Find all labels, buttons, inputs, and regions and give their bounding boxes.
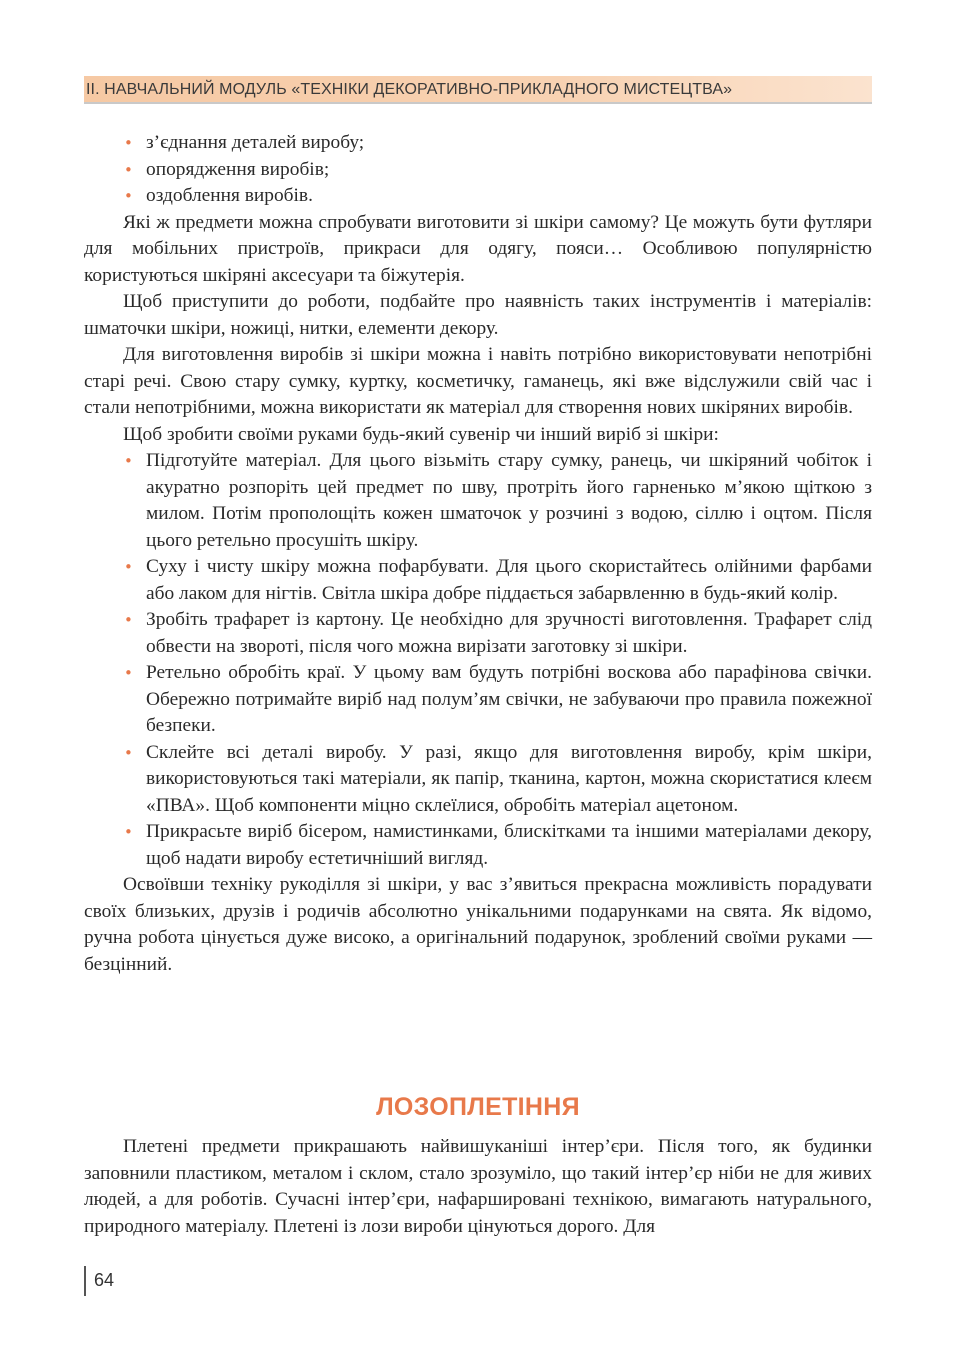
list-item: • оздоблення виробів. xyxy=(84,183,872,210)
paragraph: Для виготовлення виробів зі шкіри можна і навіть потрібно використовувати непотрібні старі речі. Свою стару сумку, куртку, косметичку, гаманець, які вже відслужили свій час і стали непотрібними, можна використати як матеріал для створення нових шкіряних виробів. xyxy=(84,344,872,418)
paragraph: Щоб приступити до роботи, подбайте про наявність таких інструментів і матеріалів: шматочки шкіри, ножиці, нитки, елементи декору. xyxy=(84,291,872,339)
list-item: • Ретельно обробіть краї. У цьому вам будуть потрібні воскова або парафінова свічки. Обережно потримайте виріб над полум’ям свічки, не забуваючи про правила пожежної безпеки. xyxy=(84,660,872,740)
list-item: • опорядження виробів; xyxy=(84,157,872,184)
steps-bullet-list xyxy=(84,448,872,872)
list-item: • Зробіть трафарет із картону. Це необхідно для зручності виготовлення. Трафарет слід обвести на звороті, після чого можна вирізати заготовку зі шкіри. xyxy=(84,607,872,660)
intro-bullet-list xyxy=(84,130,872,210)
running-header xyxy=(84,76,872,104)
section-body xyxy=(84,1134,872,1240)
list-item: • Суху і чисту шкіру можна пофарбувати. Для цього скористайтесь олійними фарбами або лаком для нігтів. Світла шкіра добре піддається забарвленню в будь-який колір. xyxy=(84,554,872,607)
closing-paragraph: Освоївши техніку рукоділля зі шкіри, у вас з’явиться прекрасна можливість порадувати своїх близьких, друзів і родичів абсолютно унікальними подарунками на свята. Як відомо, ручна робота цінується дуже високо, а оригінальний подарунок, зроблений своїми руками — безцінний. xyxy=(84,874,872,975)
paragraph: Щоб зробити своїми руками будь-який сувенір чи інший виріб зі шкіри: xyxy=(123,423,719,445)
list-item: • Прикрасьте виріб бісером, намистинками, блискітками та іншими матеріалами декору, щоб надати виробу естетичніший вигляд. xyxy=(84,819,872,872)
page-number: 64 xyxy=(94,1270,115,1290)
section-heading: ЛОЗОПЛЕТІННЯ xyxy=(376,1093,580,1121)
paragraph: Плетені предмети прикрашають найвишуканіші інтер’єри. Після того, як будинки заповнили пластиком, металом і склом, стало зрозуміло, що такий інтер’єр ніби не для живих людей, а для роботів. Сучасні інтер’єри, нафаршировані технікою, вимагають натурального, природного матеріалу. Плетені із лози вироби цінуються дорого. Для xyxy=(84,1136,872,1237)
page-body xyxy=(84,130,872,978)
page-number-rule xyxy=(84,1266,86,1296)
paragraph: Які ж предмети можна спробувати виготовити зі шкіри самому? Це можуть бути футляри для мобільних пристроїв, прикраси для одягу, пояси… Особливою популярністю користуються шкіряні аксесуари та біжутерія. xyxy=(84,211,872,286)
list-item: • з’єднання деталей виробу; xyxy=(84,130,872,157)
running-header-title: II. НАВЧАЛЬНИЙ МОДУЛЬ «ТЕХНІКИ ДЕКОРАТИВНО-ПРИКЛАДНОГО МИСТЕЦТВА» xyxy=(86,81,733,98)
list-item: • Підготуйте матеріал. Для цього візьміть стару сумку, ранець, чи шкіряний чобіток і акуратно розпоріть цей предмет по шву, протріть його гарненько м’якою щіткою з милом. Потім прополощіть кожен шматочок у розчині з водою, сіллю і оцтом. Після цього ретельно просушіть шкіру. xyxy=(84,448,872,554)
list-item: • Склейте всі деталі виробу. У разі, якщо для виготовлення виробу, крім шкіри, використовуються такі матеріали, як папір, тканина, картон, можна скористатися клеєм «ПВА». Щоб компоненти міцно склеїлися, обробіть матеріал ацетоном. xyxy=(84,740,872,820)
